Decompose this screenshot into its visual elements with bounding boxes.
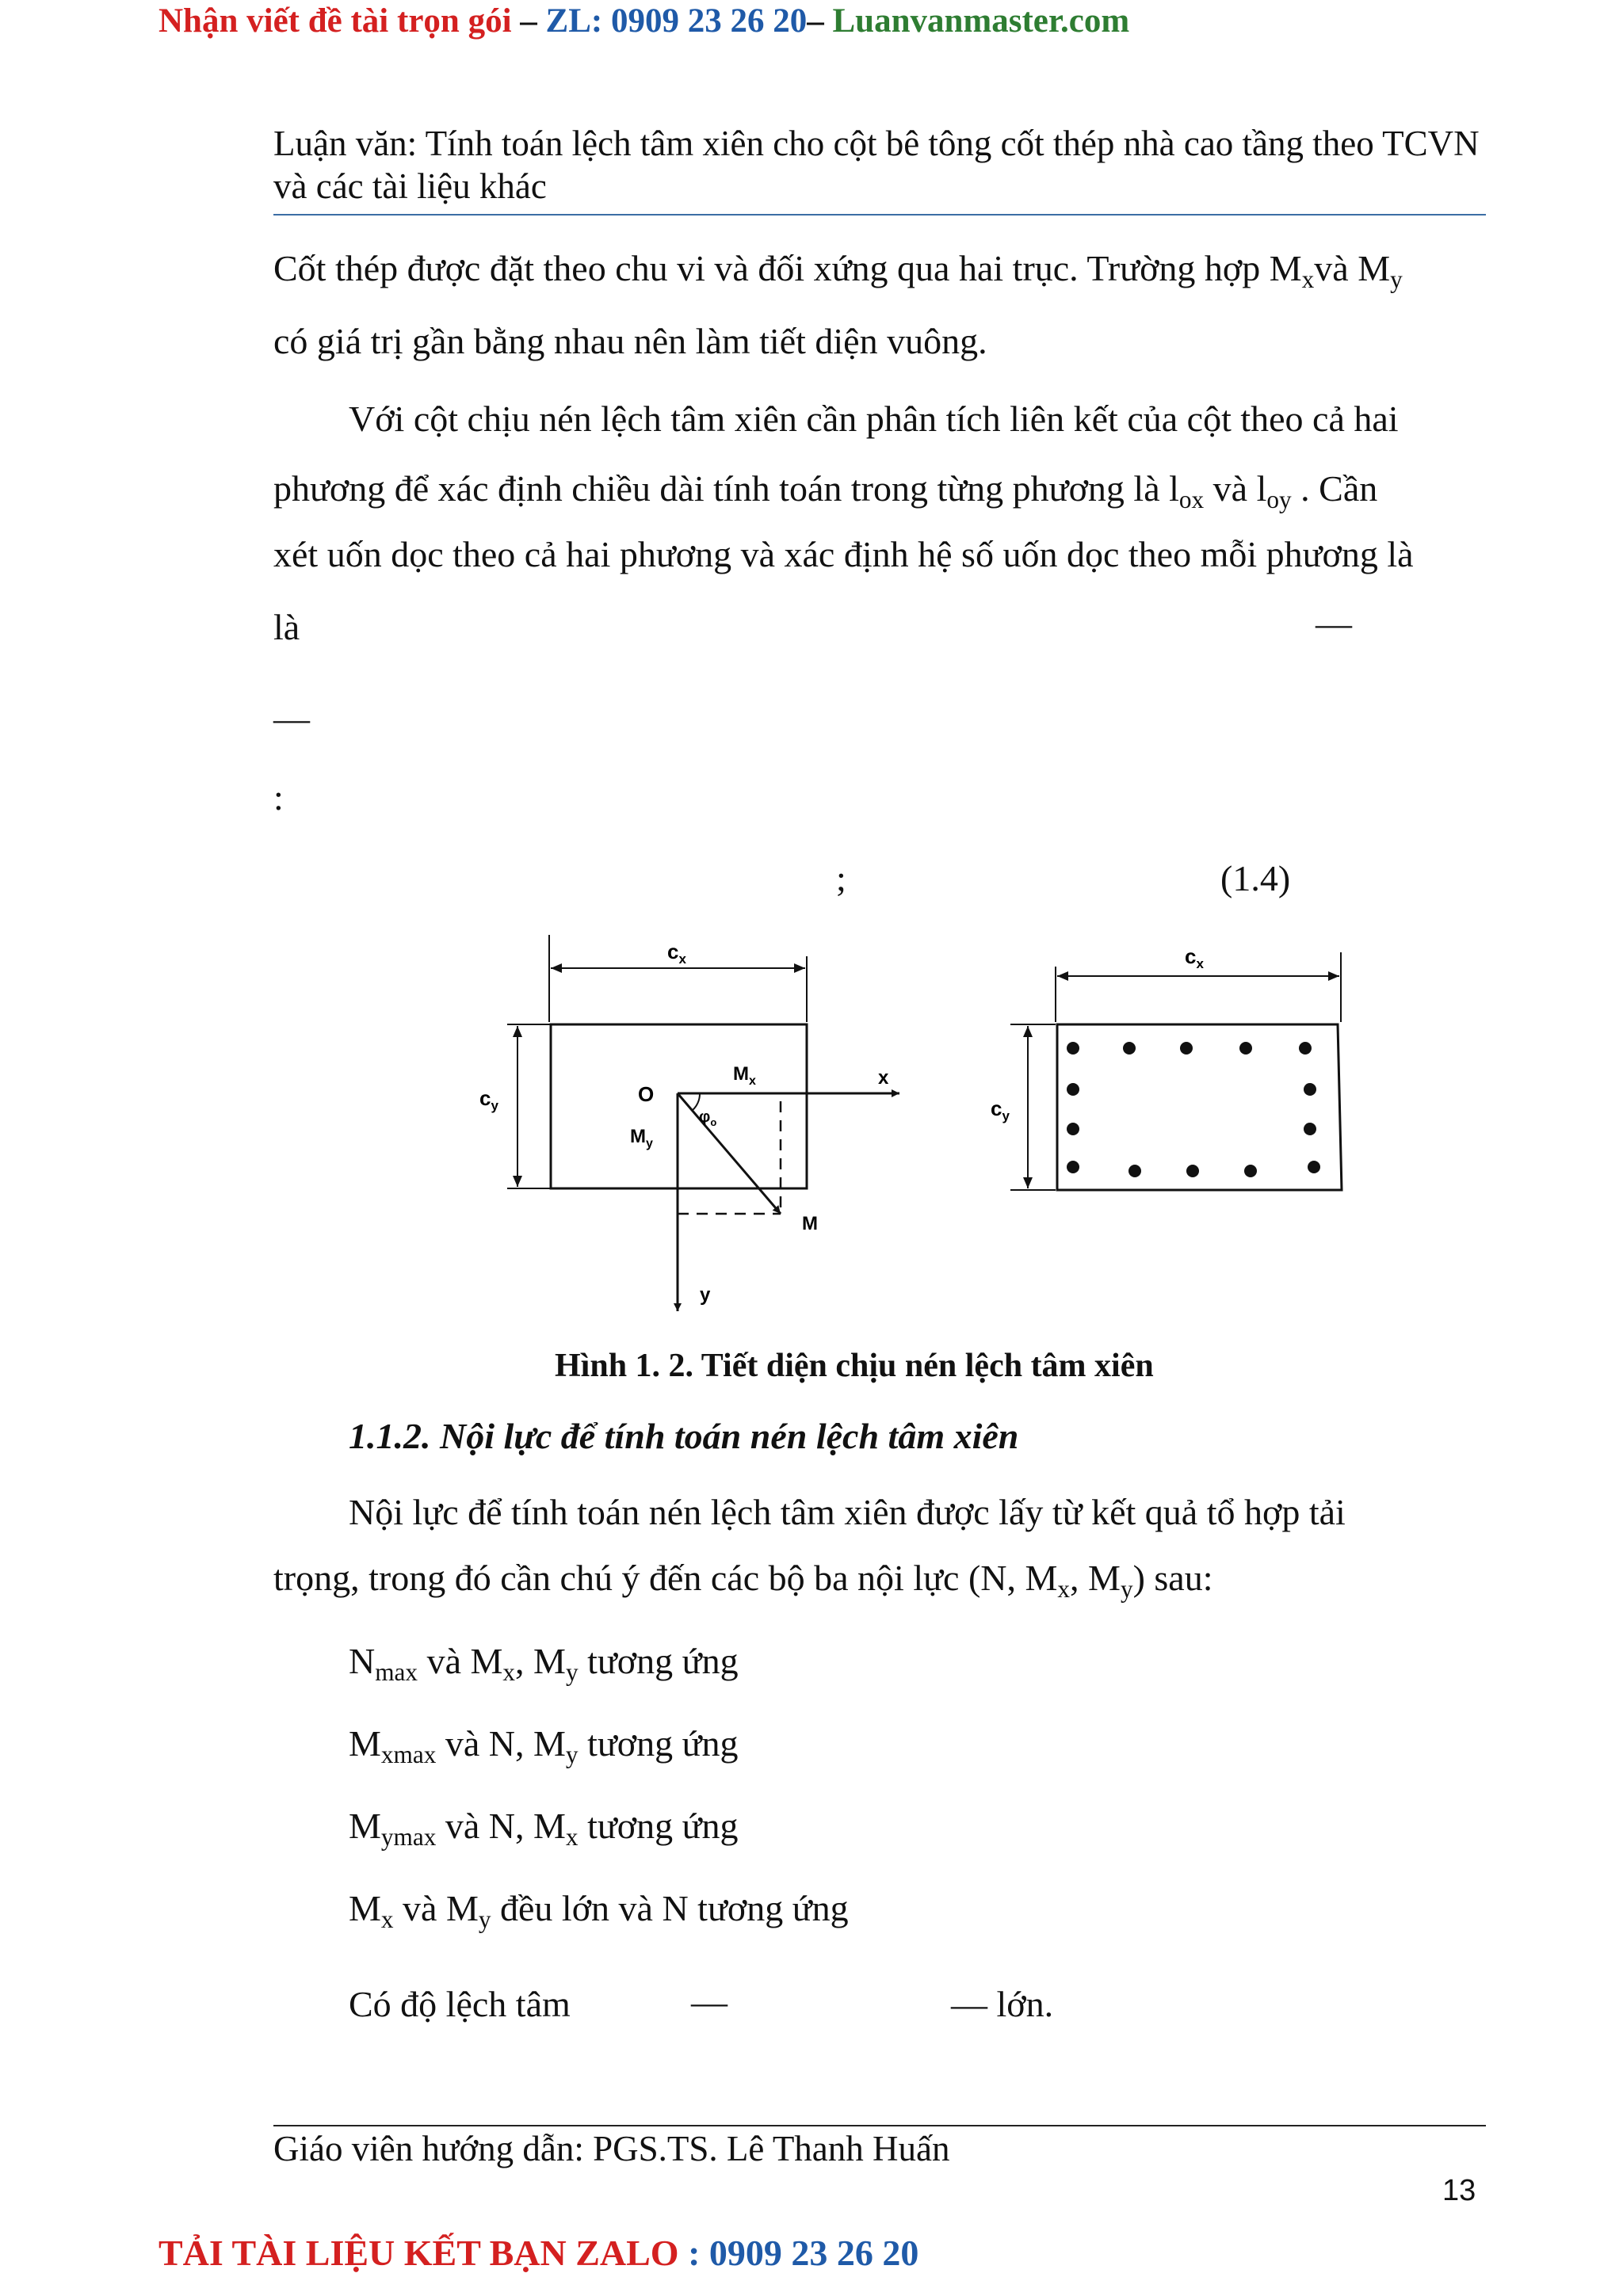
running-header-title: Luận văn: Tính toán lệch tâm xiên cho cột bê tông cốt thép nhà cao tầng theo TCVN và các tài liệu khác [273,124,1480,206]
rebar-dot [1239,1042,1252,1055]
text-run: ) sau: [1132,1558,1213,1598]
text-run: lớn. [987,1984,1054,2024]
origin-label-o: O [638,1082,655,1106]
equation-number: (1.4) [1220,858,1291,898]
rebar-dot [1244,1165,1257,1177]
text-run: tương ứng [578,1723,739,1764]
colon-mark: : [273,777,284,818]
rebar-dot [1067,1042,1079,1055]
dimension-label-cy: $c_y$ [991,1097,1010,1123]
text-run: N [349,1641,376,1681]
rebar-dot [1067,1161,1079,1173]
text-run: và N, M [436,1806,566,1846]
promo-download-text: TẢI TÀI LIỆU KẾT BẠN ZALO [158,2233,679,2273]
paragraph-line: có giá trị gần bằng nhau nên làm tiết diện vuông. [273,321,987,361]
rebar-dot [1308,1161,1320,1173]
subscript: x [380,1905,394,1933]
paragraph-line: xét uốn dọc theo cả hai phương và xác định hệ số uốn dọc theo mỗi phương là [273,534,1414,574]
subscript: ox [1178,485,1205,513]
subscript: y [565,1740,579,1768]
subscript: y [1390,265,1403,293]
rebar-dot [1180,1042,1193,1055]
paragraph-line: là [273,607,300,647]
rebar-dot [1304,1083,1316,1096]
promo-separator: – [807,2,833,40]
dimension-label-cx: $c_x$ [1185,944,1204,971]
section-diagram-figure [444,935,1379,1323]
list-item [349,1887,849,1933]
text-run: đều lớn và N tương ứng [491,1888,849,1928]
text-run: và N, M [436,1723,566,1764]
dimension-label-cx: $c_x$ [667,940,686,967]
fraction-bar: — [951,1984,987,2024]
subscript: oy [1266,485,1292,513]
text-run: Cốt thép được đặt theo chu vi và đối xứng qua hai trục. Trường hợp M [273,248,1302,288]
fraction-bar: — [1316,603,1352,643]
axis-label-y: y [700,1284,711,1306]
moment-label-mx: $M_x$ [733,1063,756,1088]
fraction-bar: — [691,1981,727,2022]
dimension-label-cy: $c_y$ [479,1086,498,1113]
paragraph-line [273,247,1403,293]
text-run: M [349,1806,381,1846]
subscript: x [1301,265,1315,293]
page-number: 13 [1442,2174,1476,2207]
text-run: phương để xác định chiều dài tính toán trong từng phương là l [273,468,1179,509]
subscript: ymax [380,1822,437,1851]
eccentric-section-diagram [479,935,899,1311]
footer-divider [273,2125,1486,2126]
list-item [349,1640,739,1686]
promo-service-text: Nhận viết đề tài trọn gói [158,2,512,40]
text-run: . Cần [1291,468,1378,509]
promo-separator: – [511,2,546,40]
rebar-dot [1128,1165,1141,1177]
axis-label-x: x [878,1067,889,1089]
subscript: max [375,1657,418,1686]
subscript: x [565,1822,579,1851]
paragraph-line [273,1557,1213,1603]
text-run: và M [393,1888,479,1928]
paragraph-line: Với cột chịu nén lệch tâm xiên cần phân tích liên kết của cột theo cả hai [349,399,1399,439]
moment-vector-m [678,1093,781,1214]
rebar-dot [1123,1042,1136,1055]
promo-banner-top [158,2,1129,40]
list-item [349,1722,739,1768]
list-item: Có độ lệch tâm [349,1984,571,2024]
text-run: trọng, trong đó cần chú ý đến các bộ ba nội lực (N, M [273,1558,1058,1598]
text-run: M [349,1888,381,1928]
section-heading: 1.1.2. Nội lực để tính toán nén lệch tâm xiên [349,1416,1019,1456]
rebar-dot [1067,1123,1079,1135]
rebar-dot [1186,1165,1199,1177]
rebar-dot [1067,1083,1079,1096]
paragraph-line: Nội lực để tính toán nén lệch tâm xiên được lấy từ kết quả tổ hợp tải [349,1492,1346,1532]
text-run: và M [418,1641,503,1681]
text-run: tương ứng [578,1641,739,1681]
text-run: , M [515,1641,566,1681]
list-item [951,1983,1053,2025]
supervisor-line: Giáo viên hướng dẫn: PGS.TS. Lê Thanh Huấn [273,2129,950,2168]
angle-label-phi: $\varphi_o$ [699,1108,717,1128]
text-run: và M [1314,248,1391,288]
semicolon-mark: ; [836,858,846,898]
text-run: M [349,1723,381,1764]
figure-caption: Hình 1. 2. Tiết diện chịu nén lệch tâm xiên [555,1348,1154,1384]
rebar-dot [1299,1042,1312,1055]
header-divider [273,214,1486,215]
text-run: tương ứng [578,1806,739,1846]
fraction-bar: — [273,698,310,738]
moment-label-m: M [802,1213,818,1234]
subscript: xmax [380,1740,437,1768]
subscript: x [502,1657,516,1686]
moment-label-my: $M_y$ [630,1126,653,1150]
text-run: , M [1070,1558,1121,1598]
promo-banner-bottom [158,2232,918,2274]
rebar-dot [1304,1123,1316,1135]
text-run: và l [1204,468,1267,509]
promo-zalo-link[interactable]: : 0909 23 26 20 [678,2233,919,2273]
paragraph-line [273,467,1378,513]
promo-website-link[interactable]: Luanvanmaster.com [832,2,1130,40]
subscript: y [565,1657,579,1686]
subscript: x [1057,1574,1071,1603]
reinforcement-layout-diagram [991,944,1342,1190]
subscript: y [478,1905,491,1933]
subscript: y [1120,1574,1133,1603]
list-item [349,1805,739,1851]
promo-zalo-link[interactable]: ZL: 0909 23 26 20 [545,2,808,40]
